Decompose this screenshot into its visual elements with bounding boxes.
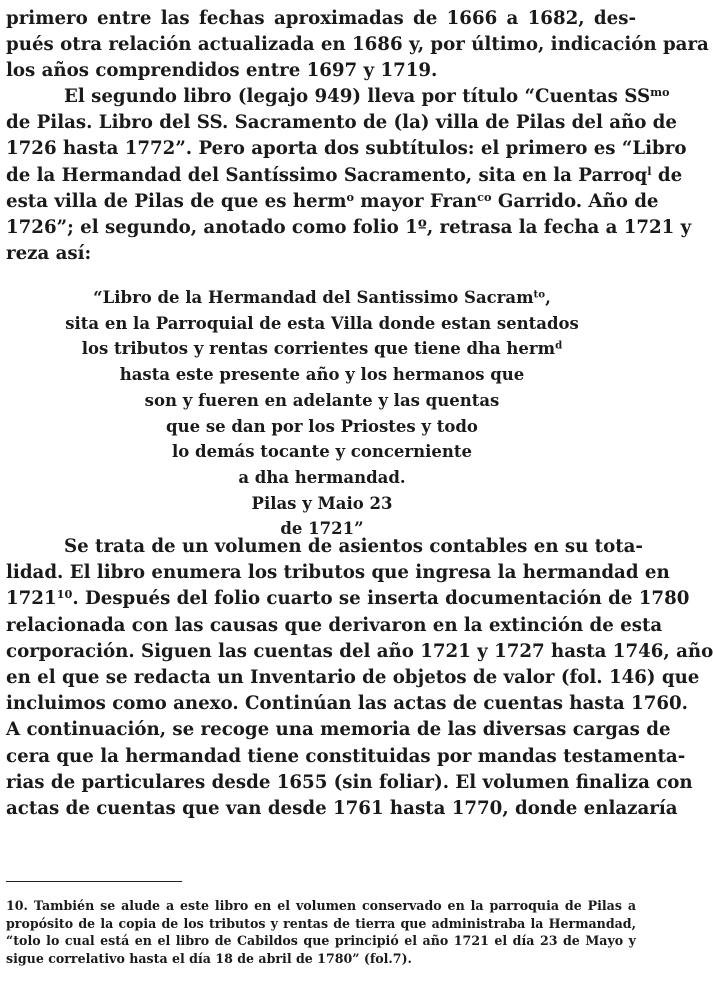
footnote (6, 897, 636, 967)
paragraph-second-book (6, 84, 692, 267)
text-line: incluimos como anexo. Continúan las actas de cuentas hasta 1760. (6, 693, 688, 715)
text-line: 1721$^{10}$. Después del folio cuarto se inserta documentación de 1780 (6, 587, 690, 610)
quote-line: hasta este presente año y los hermanos que (119, 365, 525, 385)
quote-line: sita en la Parroquial de esta Villa donde estan sentados (65, 313, 579, 333)
footnote-line: propósito de la copia de los tributos y rentas de tierra que administraba la Hermandad, (6, 915, 636, 931)
text-line: pués otra relación actualizada en 1686 y, por último, indicación para (6, 34, 709, 56)
block-quote (0, 285, 644, 542)
text-line: rias de particulares desde 1655 (sin foliar). El volumen finaliza con (6, 771, 693, 793)
quote-line: lo demás tocante y concerniente (172, 442, 472, 462)
text-line: relacionada con las causas que derivaron en la extinción de esta (6, 614, 663, 636)
paragraph-continuation (6, 6, 709, 85)
text-line: lidad. El libro enumera los tributos que ingresa la hermandad en (6, 562, 670, 584)
text-line: 1726”; el segundo, anotado como folio 1º, retrasa la fecha a 1721 y (6, 217, 692, 239)
paragraph-description (6, 534, 713, 822)
footnote-divider (6, 881, 182, 882)
text-line: de Pilas. Libro del SS. Sacramento de (la) villa de Pilas del año de (6, 112, 677, 134)
quote-line: los tributos y rentas corrientes que tiene dha herm$^d$ (81, 339, 563, 359)
quote-line: de 1721” (280, 519, 364, 539)
text-line: corporación. Siguen las cuentas del año 1721 y 1727 hasta 1746, año (6, 640, 713, 662)
text-line: primero entre las fechas aproximadas de 1666 a 1682, des- (6, 8, 636, 29)
text-line: esta villa de Pilas de que es herm$^o$ mayor Fran$^{co}$ Garrido. Año de (6, 189, 659, 212)
text-line: en el que se redacta un Inventario de objetos de valor (fol. 146) que (6, 667, 700, 689)
text-line: reza así: (6, 243, 92, 265)
text-line: cera que la hermandad tiene constituidas por mandas testamenta- (6, 745, 686, 767)
footnote-reference[interactable]: 10 (56, 587, 73, 602)
text-line: de la Hermandad del Santíssimo Sacramento, sita en la Parroq$^l$ de (6, 163, 683, 186)
footnote-line: 10. También se alude a este libro en el volumen conservado en la parroquia de Pilas a (6, 898, 636, 913)
text-line: Se trata de un volumen de asientos contables en su tota- (64, 536, 643, 557)
quote-line: que se dan por los Priostes y todo (166, 416, 478, 436)
footnote-line: “tolo lo cual está en el libro de Cabildos que principió el año 1721 el día 23 de Mayo y (6, 933, 636, 948)
text-line: los años comprendidos entre 1697 y 1719. (6, 60, 438, 82)
text-line: A continuación, se recoge una memoria de las diversas cargas de (6, 719, 671, 741)
text-line: actas de cuentas que van desde 1761 hasta 1770, donde enlazaría (6, 798, 678, 820)
footnote-line: sigue correlativo hasta el día 18 de abril de 1780” (fol.7). (6, 950, 412, 966)
quote-line: son y fueren en adelante y las quentas (144, 390, 500, 410)
text-line: El segundo libro (legajo 949) lleva por título “Cuentas $SS^{mo}$ (64, 84, 670, 107)
quote-line: a dha hermandad. (238, 467, 406, 487)
quote-line: “Libro de la Hermandad del Santissimo Sacram$^{to}$, (93, 288, 551, 307)
text-line: 1726 hasta 1772”. Pero aporta dos subtítulos: el primero es “Libro (6, 138, 687, 160)
quote-line: Pilas y Maio 23 (251, 493, 393, 513)
